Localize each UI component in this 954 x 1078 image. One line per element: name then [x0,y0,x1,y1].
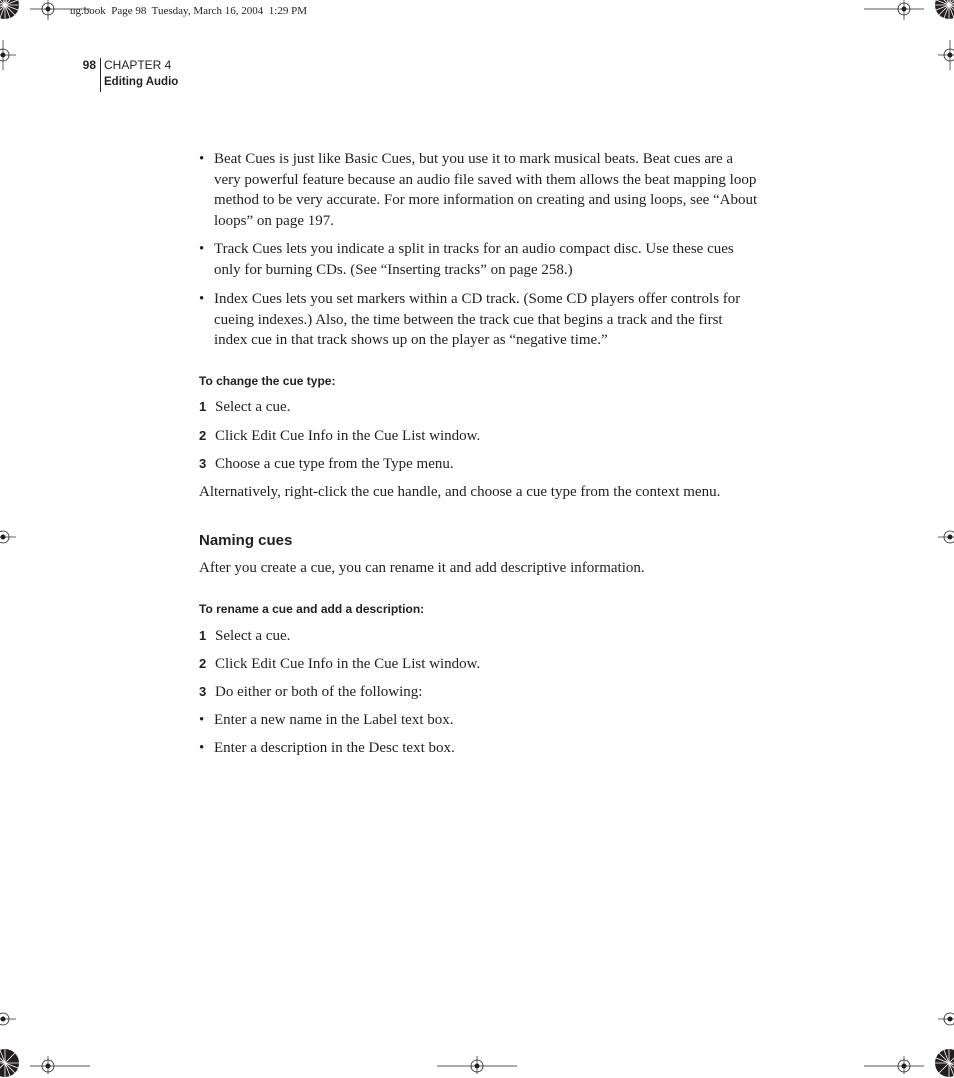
page-number: 98 [82,58,96,72]
registration-mark-right-bottom [938,1004,954,1034]
chapter-title: Editing Audio [104,76,179,88]
print-slug: ug.book Page 98 Tuesday, March 16, 2004 1:29 PM [70,5,308,17]
step-number: 3 [199,456,207,471]
procedure-step [199,426,480,447]
bullet-text: Enter a description in the Desc text box. [214,740,455,756]
step-number: 1 [199,628,207,643]
bullet-text: Track Cues lets you indicate a split in tracks for an audio compact disc. Use these cues only for burning CDs. (See “Inserting tracks” on page 258.) [214,241,734,278]
procedure-step [199,654,480,675]
list-item [199,239,759,280]
chapter-label: CHAPTER 4 [104,58,172,72]
bullet-mark: • [199,291,205,307]
step-number: 1 [199,399,207,414]
bullet-text: Index Cues lets you set markers within a CD track. (Some CD players offer controls for cueing indexes.) Also, the time between the track cue that begins a track and the first index cue in that track shows up on the player as “negative time.” [214,291,741,348]
registration-mark-bottom-left [30,1056,90,1074]
procedure-note: Alternatively, right-click the cue handle, and choose a cue type from the context menu. [199,484,721,500]
list-item [199,149,759,231]
step-text: Do either or both of the following: [215,684,423,700]
header-divider [100,58,101,92]
section-intro: After you create a cue, you can rename it and add descriptive information. [199,560,645,576]
procedure-step [199,397,290,418]
registration-mark-left-middle [0,522,16,552]
bullet-mark: • [199,712,205,728]
bullet-mark: • [199,740,205,756]
bullet-mark: • [199,151,205,167]
registration-mark-left-bottom [0,1004,16,1034]
starburst-mark-top-left [0,0,20,20]
starburst-mark-top-right [934,0,954,20]
registration-mark-bottom-center [437,1056,517,1074]
procedure-step [199,682,422,703]
registration-mark-bottom-right [864,1056,924,1074]
bullet-text: Enter a new name in the Label text box. [214,712,454,728]
step-text: Select a cue. [215,628,291,644]
step-text: Select a cue. [215,399,291,415]
procedure-heading: To rename a cue and add a description: [199,602,425,616]
list-item [199,289,759,351]
procedure-step [199,626,290,647]
procedure-heading: To change the cue type: [199,374,336,388]
list-item [199,738,759,759]
procedure-step [199,454,454,475]
section-heading: Naming cues [199,532,293,549]
step-number: 2 [199,428,207,443]
registration-mark-left-top [0,40,16,70]
registration-mark-top-right [864,0,924,20]
bullet-mark: • [199,241,205,257]
step-number: 3 [199,684,207,699]
registration-mark-right-top [938,40,954,70]
bullet-text: Beat Cues is just like Basic Cues, but you use it to mark musical beats. Beat cues are a very powerful feature because an audio file saved with them allows the beat mapping loop method to be very accurate. For more information on creating and using loops, see “About loops” on page 197. [214,151,758,229]
step-text: Click Edit Cue Info in the Cue List window. [215,428,481,444]
step-text: Choose a cue type from the Type menu. [215,456,454,472]
list-item [199,710,759,731]
step-text: Click Edit Cue Info in the Cue List window. [215,656,481,672]
registration-mark-right-middle [938,522,954,552]
step-number: 2 [199,656,207,671]
